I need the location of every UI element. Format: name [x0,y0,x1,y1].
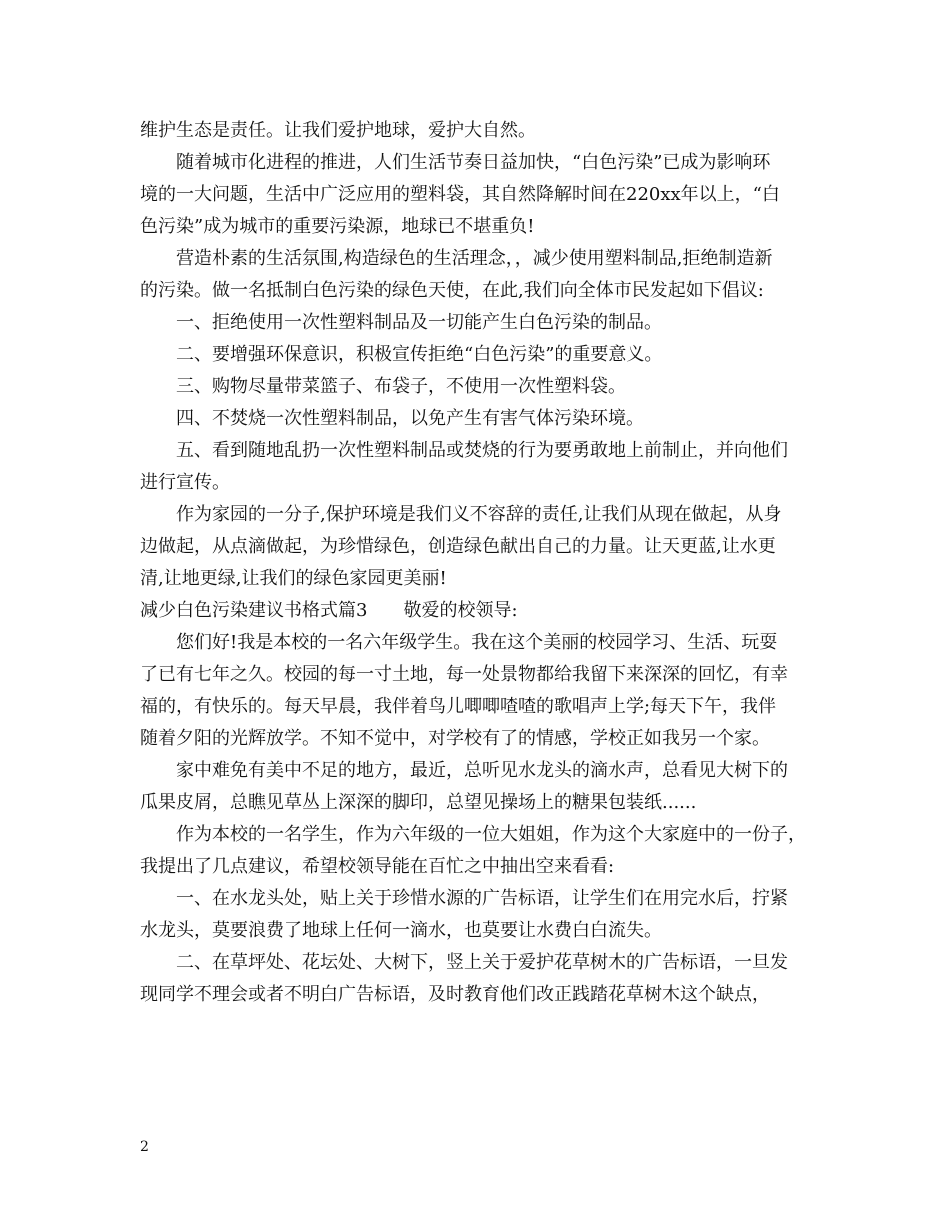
text-line: 二、在草坪处、花坛处、大树下，竖上关于爱护花草树木的广告标语，一旦发 [176,952,788,973]
text-line: 色污染”成为城市的重要污染源，地球已不堪重负! [140,216,535,237]
text-line: 四、不焚烧一次性塑料制品，以免产生有害气体污染环境。 [176,408,644,429]
text-line: 您们好!我是本校的一名六年级学生。我在这个美丽的校园学习、生活、玩耍 [176,632,778,653]
section-heading: 减少白色污染建议书格式篇3 敬爱的校领导: [140,600,518,621]
text-line: 了已有七年之久。校园的每一寸土地，每一处景物都给我留下来深深的回忆，有幸 [140,664,788,685]
text-line: 五、看到随地乱扔一次性塑料制品或焚烧的行为要勇敢地上前制止，并向他们 [176,440,788,461]
text-line: 一、在水龙头处，贴上关于珍惜水源的广告标语，让学生们在用完水后，拧紧 [176,888,788,909]
text-line: 一、拒绝使用一次性塑料制品及一切能产生白色污染的制品。 [176,312,662,333]
text-line: 瓜果皮屑，总瞧见草丛上深深的脚印，总望见操场上的糖果包装纸...... [140,792,697,813]
text-line: 营造朴素的生活氛围,构造绿色的生活理念，，减少使用塑料制品,拒绝制造新 [176,248,773,269]
text-line: 三、购物尽量带菜篮子、布袋子，不使用一次性塑料袋。 [176,376,626,397]
text-line: 的污染。做一名抵制白色污染的绿色天使，在此,我们向全体市民发起如下倡议: [140,280,764,301]
text-line: 家中难免有美中不足的地方，最近，总听见水龙头的滴水声，总看见大树下的 [176,760,788,781]
text-line: 我提出了几点建议，希望校领导能在百忙之中抽出空来看看: [140,856,615,877]
text-line: 作为本校的一名学生，作为六年级的一位大姐姐，作为这个大家庭中的一份子， [176,824,806,845]
page-number: 2 [140,1139,149,1155]
text-line: 作为家园的一分子,保护环境是我们义不容辞的责任,让我们从现在做起，从身 [176,504,782,525]
text-line: 维护生态是责任。让我们爱护地球，爱护大自然。 [140,120,536,141]
text-line: 进行宣传。 [140,472,230,493]
text-line: 边做起，从点滴做起，为珍惜绿色，创造绿色献出自己的力量。让天更蓝,让水更 [140,536,776,557]
text-line: 福的，有快乐的。每天早晨，我伴着鸟儿唧唧喳喳的歌唱声上学;每天下午，我伴 [140,696,777,717]
text-line: 随着夕阳的光辉放学。不知不觉中，对学校有了的情感，学校正如我另一个家。 [140,728,770,749]
text-line: 境的一大问题，生活中广泛应用的塑料袋，其自然降解时间在220xx年以上，“白 [140,184,780,205]
text-line: 现同学不理会或者不明白广告标语，及时教育他们改正践踏花草树木这个缺点， [140,984,770,1005]
text-line: 水龙头，莫要浪费了地球上任何一滴水，也莫要让水费白白流失。 [140,920,662,941]
text-line: 二、要增强环保意识，积极宣传拒绝“白色污染”的重要意义。 [176,344,663,365]
text-line: 清,让地更绿,让我们的绿色家园更美丽! [140,568,447,589]
text-line: 随着城市化进程的推进，人们生活节奏日益加快，“白色污染”已成为影响环 [176,152,771,173]
document-body [140,115,812,1011]
